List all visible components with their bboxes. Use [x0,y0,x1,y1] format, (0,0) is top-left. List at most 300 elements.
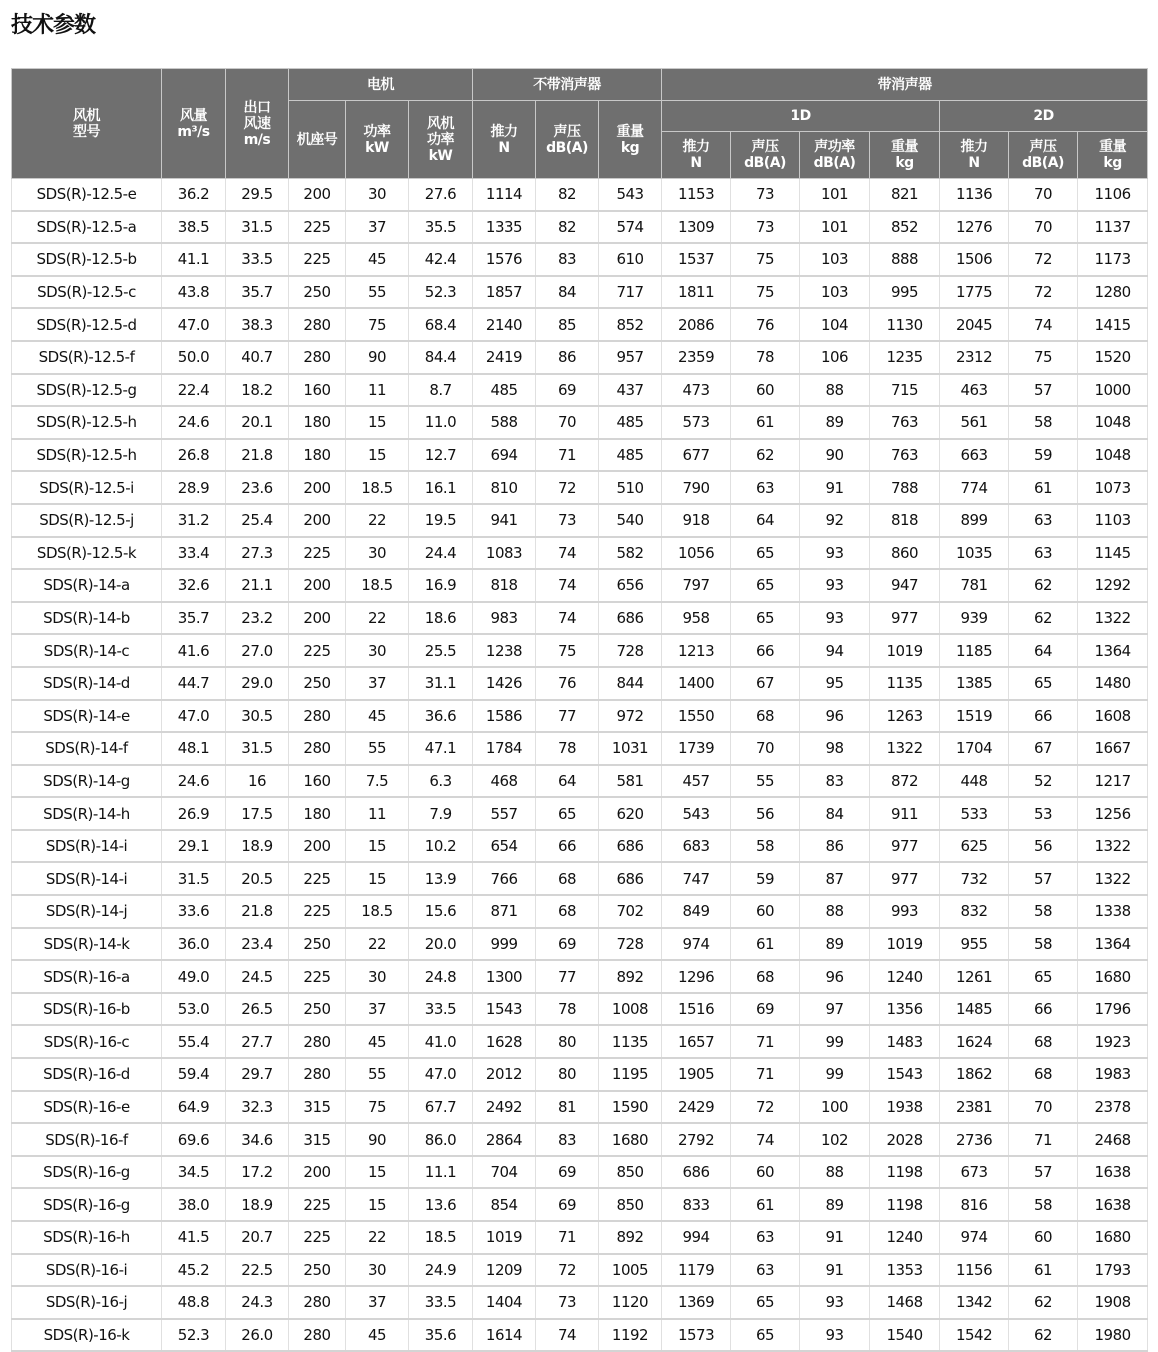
value-cell: 23.4 [226,928,289,961]
value-cell: 83 [800,765,870,798]
value-cell: 280 [289,1058,346,1091]
model-cell: SDS(R)-12.5-h [12,439,162,472]
value-cell: 250 [289,928,346,961]
value-cell: 315 [289,1123,346,1156]
value-cell: 677 [662,439,731,472]
value-cell: 715 [870,374,940,407]
value-cell: 1415 [1078,308,1148,341]
value-cell: 55 [346,732,409,765]
value-cell: 96 [800,960,870,993]
model-cell: SDS(R)-14-i [12,862,162,895]
value-cell: 995 [870,276,940,309]
value-cell: 810 [473,471,536,504]
value-cell: 72 [731,1091,800,1124]
value-cell: 473 [662,374,731,407]
value-cell: 180 [289,406,346,439]
value-cell: 90 [346,1123,409,1156]
value-cell: 70 [731,732,800,765]
value-cell: 74 [536,602,599,635]
value-cell: 683 [662,830,731,863]
value-cell: 69 [536,1156,599,1189]
value-cell: 65 [731,1319,800,1352]
value-cell: 30.5 [226,700,289,733]
value-cell: 2378 [1078,1091,1148,1124]
value-cell: 101 [800,211,870,244]
value-cell: 250 [289,276,346,309]
model-cell: SDS(R)-16-a [12,960,162,993]
value-cell: 1353 [870,1254,940,1287]
value-cell: 38.3 [226,308,289,341]
table-row [12,569,1148,602]
tech-params-table [11,68,1148,1352]
value-cell: 61 [1009,1254,1078,1287]
value-cell: 18.2 [226,374,289,407]
value-cell: 76 [536,667,599,700]
value-cell: 67 [1009,732,1078,765]
value-cell: 180 [289,439,346,472]
value-cell: 1322 [1078,830,1148,863]
value-cell: 1292 [1078,569,1148,602]
value-cell: 2419 [473,341,536,374]
value-cell: 24.8 [409,960,473,993]
table-row [12,179,1148,211]
value-cell: 1137 [1078,211,1148,244]
value-cell: 1338 [1078,895,1148,928]
value-cell: 581 [599,765,662,798]
value-cell: 19.5 [409,504,473,537]
value-cell: 68 [1009,1025,1078,1058]
value-cell: 18.5 [346,471,409,504]
table-row [12,960,1148,993]
value-cell: 63 [1009,504,1078,537]
value-cell: 574 [599,211,662,244]
value-cell: 957 [599,341,662,374]
value-cell: 69 [731,993,800,1026]
table-row [12,439,1148,472]
value-cell: 200 [289,830,346,863]
value-cell: 63 [731,1254,800,1287]
value-cell: 1543 [473,993,536,1026]
value-cell: 35.6 [409,1319,473,1352]
value-cell: 1238 [473,634,536,667]
value-cell: 64 [1009,634,1078,667]
value-cell: 1857 [473,276,536,309]
value-cell: 69 [536,928,599,961]
value-cell: 15 [346,1156,409,1189]
value-cell: 60 [731,895,800,928]
value-cell: 62 [1009,1319,1078,1352]
table-row [12,928,1148,961]
model-cell: SDS(R)-12.5-f [12,341,162,374]
value-cell: 1322 [1078,862,1148,895]
value-cell: 24.6 [162,765,226,798]
value-cell: 860 [870,537,940,570]
value-cell: 1019 [870,634,940,667]
value-cell: 1468 [870,1286,940,1319]
value-cell: 20.0 [409,928,473,961]
value-cell: 47.0 [162,700,226,733]
value-cell: 41.0 [409,1025,473,1058]
model-cell: SDS(R)-14-b [12,602,162,635]
value-cell: 18.9 [226,1188,289,1221]
value-cell: 2864 [473,1123,536,1156]
value-cell: 1739 [662,732,731,765]
value-cell: 656 [599,569,662,602]
value-cell: 75 [346,1091,409,1124]
value-cell: 1005 [599,1254,662,1287]
value-cell: 35.7 [226,276,289,309]
value-cell: 790 [662,471,731,504]
value-cell: 17.5 [226,797,289,830]
col-power: 功率 kW [346,101,409,179]
value-cell: 620 [599,797,662,830]
value-cell: 48.8 [162,1286,226,1319]
value-cell: 53.0 [162,993,226,1026]
col-thrust: 推力 N [473,101,536,179]
value-cell: 200 [289,602,346,635]
value-cell: 974 [940,1221,1009,1254]
value-cell: 75 [1009,341,1078,374]
model-cell: SDS(R)-12.5-a [12,211,162,244]
value-cell: 225 [289,211,346,244]
value-cell: 686 [662,1156,731,1189]
value-cell: 1280 [1078,276,1148,309]
value-cell: 993 [870,895,940,928]
value-cell: 11.1 [409,1156,473,1189]
value-cell: 763 [870,406,940,439]
value-cell: 200 [289,504,346,537]
model-cell: SDS(R)-16-e [12,1091,162,1124]
value-cell: 59 [1009,439,1078,472]
value-cell: 78 [536,732,599,765]
value-cell: 22.5 [226,1254,289,1287]
value-cell: 21.1 [226,569,289,602]
value-cell: 994 [662,1221,731,1254]
value-cell: 67 [731,667,800,700]
value-cell: 2381 [940,1091,1009,1124]
value-cell: 57 [1009,862,1078,895]
value-cell: 899 [940,504,1009,537]
value-cell: 11 [346,374,409,407]
value-cell: 47.0 [409,1058,473,1091]
value-cell: 654 [473,830,536,863]
value-cell: 18.6 [409,602,473,635]
col-outlet-speed: 出口 风速 m/s [226,69,289,179]
col-1d-weight: 重量 kg [870,132,940,179]
value-cell: 468 [473,765,536,798]
value-cell: 16 [226,765,289,798]
value-cell: 91 [800,1254,870,1287]
value-cell: 763 [870,439,940,472]
value-cell: 90 [346,341,409,374]
value-cell: 939 [940,602,1009,635]
value-cell: 58 [1009,1188,1078,1221]
value-cell: 1680 [1078,960,1148,993]
model-cell: SDS(R)-12.5-d [12,308,162,341]
value-cell: 99 [800,1058,870,1091]
model-cell: SDS(R)-14-j [12,895,162,928]
value-cell: 557 [473,797,536,830]
value-cell: 72 [1009,276,1078,309]
value-cell: 60 [731,1156,800,1189]
value-cell: 58 [1009,928,1078,961]
value-cell: 16.9 [409,569,473,602]
value-cell: 93 [800,1319,870,1352]
value-cell: 63 [1009,537,1078,570]
model-cell: SDS(R)-14-c [12,634,162,667]
col-spl: 声压 dB(A) [536,101,599,179]
model-cell: SDS(R)-14-a [12,569,162,602]
value-cell: 83 [536,1123,599,1156]
value-cell: 588 [473,406,536,439]
value-cell: 200 [289,179,346,211]
value-cell: 34.5 [162,1156,226,1189]
value-cell: 832 [940,895,1009,928]
value-cell: 103 [800,276,870,309]
value-cell: 1614 [473,1319,536,1352]
value-cell: 23.6 [226,471,289,504]
value-cell: 2429 [662,1091,731,1124]
value-cell: 72 [1009,243,1078,276]
value-cell: 1322 [870,732,940,765]
table-row [12,211,1148,244]
value-cell: 1035 [940,537,1009,570]
value-cell: 872 [870,765,940,798]
group-2d: 2D [940,101,1148,132]
value-cell: 8.7 [409,374,473,407]
value-cell: 104 [800,308,870,341]
value-cell: 160 [289,765,346,798]
value-cell: 280 [289,700,346,733]
model-cell: SDS(R)-16-k [12,1319,162,1352]
value-cell: 892 [599,960,662,993]
value-cell: 7.5 [346,765,409,798]
value-cell: 64 [731,504,800,537]
value-cell: 18.5 [346,569,409,602]
value-cell: 1796 [1078,993,1148,1026]
value-cell: 1542 [940,1319,1009,1352]
value-cell: 27.6 [409,179,473,211]
value-cell: 62 [1009,602,1078,635]
model-cell: SDS(R)-16-h [12,1221,162,1254]
value-cell: 1485 [940,993,1009,1026]
value-cell: 1114 [473,179,536,211]
value-cell: 1775 [940,276,1009,309]
value-cell: 91 [800,471,870,504]
value-cell: 87 [800,862,870,895]
value-cell: 1938 [870,1091,940,1124]
value-cell: 1335 [473,211,536,244]
value-cell: 704 [473,1156,536,1189]
value-cell: 999 [473,928,536,961]
value-cell: 1480 [1078,667,1148,700]
value-cell: 37 [346,993,409,1026]
value-cell: 1680 [1078,1221,1148,1254]
value-cell: 2045 [940,308,1009,341]
value-cell: 70 [1009,179,1078,211]
value-cell: 694 [473,439,536,472]
value-cell: 1120 [599,1286,662,1319]
col-2d-weight: 重量 kg [1078,132,1148,179]
value-cell: 1008 [599,993,662,1026]
value-cell: 68 [536,895,599,928]
value-cell: 1217 [1078,765,1148,798]
value-cell: 56 [1009,830,1078,863]
value-cell: 485 [599,406,662,439]
value-cell: 66 [536,830,599,863]
value-cell: 673 [940,1156,1009,1189]
value-cell: 67.7 [409,1091,473,1124]
value-cell: 816 [940,1188,1009,1221]
value-cell: 13.6 [409,1188,473,1221]
value-cell: 280 [289,732,346,765]
value-cell: 1537 [662,243,731,276]
value-cell: 24.6 [162,406,226,439]
value-cell: 93 [800,537,870,570]
value-cell: 30 [346,634,409,667]
value-cell: 24.5 [226,960,289,993]
value-cell: 1192 [599,1319,662,1352]
table-row [12,471,1148,504]
value-cell: 82 [536,179,599,211]
value-cell: 33.5 [409,1286,473,1319]
model-cell: SDS(R)-16-d [12,1058,162,1091]
value-cell: 101 [800,179,870,211]
value-cell: 27.7 [226,1025,289,1058]
value-cell: 57 [1009,1156,1078,1189]
table-row [12,732,1148,765]
value-cell: 2792 [662,1123,731,1156]
value-cell: 702 [599,895,662,928]
value-cell: 89 [800,1188,870,1221]
value-cell: 55 [346,276,409,309]
col-1d-swl: 声功率 dB(A) [800,132,870,179]
value-cell: 29.5 [226,179,289,211]
value-cell: 75 [731,243,800,276]
value-cell: 24.9 [409,1254,473,1287]
value-cell: 2736 [940,1123,1009,1156]
value-cell: 80 [536,1058,599,1091]
value-cell: 2086 [662,308,731,341]
value-cell: 55 [346,1058,409,1091]
table-row [12,797,1148,830]
value-cell: 68 [731,700,800,733]
table-row [12,1091,1148,1124]
value-cell: 52.3 [162,1319,226,1352]
value-cell: 686 [599,862,662,895]
value-cell: 543 [599,179,662,211]
value-cell: 29.7 [226,1058,289,1091]
value-cell: 1483 [870,1025,940,1058]
value-cell: 533 [940,797,1009,830]
value-cell: 47.1 [409,732,473,765]
group-1d: 1D [662,101,940,132]
value-cell: 71 [536,439,599,472]
value-cell: 74 [536,569,599,602]
value-cell: 55 [731,765,800,798]
value-cell: 1256 [1078,797,1148,830]
value-cell: 86.0 [409,1123,473,1156]
value-cell: 56 [731,797,800,830]
value-cell: 88 [800,895,870,928]
model-cell: SDS(R)-14-f [12,732,162,765]
value-cell: 892 [599,1221,662,1254]
value-cell: 71 [1009,1123,1078,1156]
value-cell: 1426 [473,667,536,700]
value-cell: 41.1 [162,243,226,276]
value-cell: 98 [800,732,870,765]
value-cell: 747 [662,862,731,895]
value-cell: 26.5 [226,993,289,1026]
value-cell: 818 [870,504,940,537]
value-cell: 977 [870,602,940,635]
value-cell: 93 [800,1286,870,1319]
value-cell: 225 [289,537,346,570]
value-cell: 1586 [473,700,536,733]
value-cell: 821 [870,179,940,211]
value-cell: 1862 [940,1058,1009,1091]
value-cell: 280 [289,1319,346,1352]
value-cell: 69.6 [162,1123,226,1156]
value-cell: 84 [536,276,599,309]
value-cell: 280 [289,308,346,341]
value-cell: 55.4 [162,1025,226,1058]
table-row [12,1058,1148,1091]
value-cell: 1235 [870,341,940,374]
table-row [12,895,1148,928]
value-cell: 22 [346,928,409,961]
value-cell: 15 [346,406,409,439]
value-cell: 225 [289,1221,346,1254]
value-cell: 68.4 [409,308,473,341]
value-cell: 1385 [940,667,1009,700]
model-cell: SDS(R)-12.5-h [12,406,162,439]
value-cell: 42.4 [409,243,473,276]
value-cell: 57 [1009,374,1078,407]
value-cell: 26.8 [162,439,226,472]
value-cell: 1019 [473,1221,536,1254]
value-cell: 250 [289,667,346,700]
value-cell: 27.0 [226,634,289,667]
value-cell: 788 [870,471,940,504]
col-weight: 重量 kg [599,101,662,179]
value-cell: 44.7 [162,667,226,700]
value-cell: 1667 [1078,732,1148,765]
value-cell: 225 [289,1188,346,1221]
value-cell: 7.9 [409,797,473,830]
value-cell: 1908 [1078,1286,1148,1319]
value-cell: 35.7 [162,602,226,635]
value-cell: 974 [662,928,731,961]
value-cell: 849 [662,895,731,928]
value-cell: 225 [289,960,346,993]
value-cell: 28.9 [162,471,226,504]
value-cell: 68 [1009,1058,1078,1091]
value-cell: 84.4 [409,341,473,374]
value-cell: 90 [800,439,870,472]
col-fan-power: 风机 功率 kW [409,101,473,179]
value-cell: 510 [599,471,662,504]
value-cell: 1638 [1078,1188,1148,1221]
value-cell: 781 [940,569,1009,602]
value-cell: 941 [473,504,536,537]
value-cell: 71 [731,1058,800,1091]
value-cell: 1240 [870,1221,940,1254]
table-row [12,1188,1148,1221]
value-cell: 1156 [940,1254,1009,1287]
value-cell: 33.6 [162,895,226,928]
model-cell: SDS(R)-16-j [12,1286,162,1319]
